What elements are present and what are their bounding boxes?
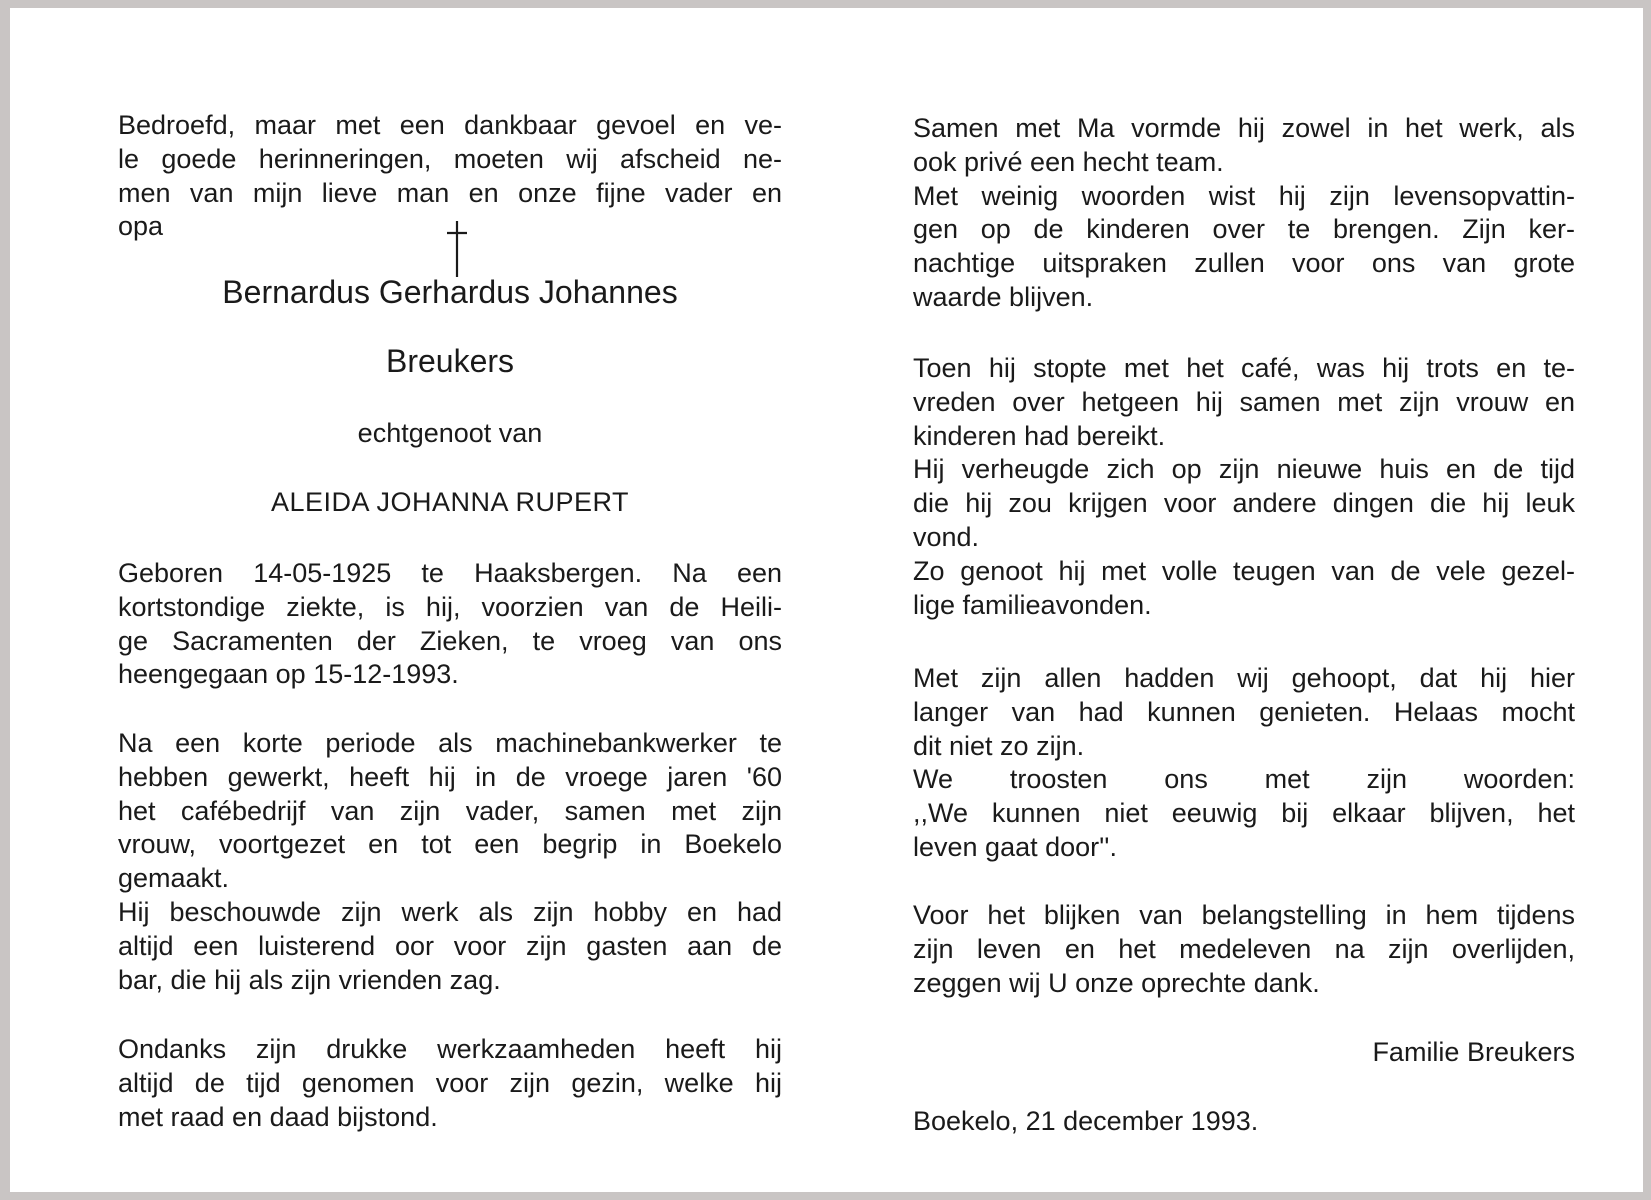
- text-line: die hij zou krijgen voor andere dingen die hij leuk: [913, 488, 1575, 519]
- text-line: zijn leven en het medeleven na zijn overlijden,: [913, 933, 1575, 964]
- text-line: ook privé een hecht team.: [913, 146, 1224, 177]
- text-line: langer van had kunnen genieten. Helaas mocht: [913, 696, 1575, 727]
- thanks-paragraph: [913, 899, 1575, 1000]
- family-paragraph: [118, 1033, 782, 1134]
- hope-lines: [913, 662, 1575, 763]
- text-line: gen op de kinderen over te brengen. Zijn ker-: [913, 214, 1575, 245]
- quote-lines: [913, 763, 1575, 864]
- text-line: altijd de tijd genomen voor zijn gezin, welke hij: [118, 1067, 782, 1098]
- text-line: gemaakt.: [118, 863, 230, 894]
- text-line: dit niet zo zijn.: [913, 730, 1085, 761]
- text-line: ,,We kunnen niet eeuwig bij elkaar blijven, het: [913, 798, 1575, 829]
- career-lines: [118, 727, 782, 896]
- team-lines: [913, 112, 1575, 180]
- career-paragraph: [118, 727, 782, 997]
- hope-paragraph: [913, 662, 1575, 865]
- signature: Familie Breukers: [1372, 1037, 1575, 1067]
- deceased-surname: Breukers: [385, 343, 515, 379]
- text-line: leven gaat door''.: [913, 831, 1117, 862]
- text-line: Voor het blijken van belangstelling in hem tijdens: [913, 900, 1575, 930]
- cross-icon: [444, 221, 470, 277]
- text-line: men van mijn lieve man en onze fijne vader en: [118, 177, 782, 208]
- text-line: le goede herinneringen, moeten wij afscheid ne-: [118, 143, 782, 174]
- words-lines: [913, 180, 1575, 315]
- text-line: altijd een luisterend oor voor zijn gasten aan de: [118, 930, 782, 961]
- text-line: met raad en daad bijstond.: [118, 1101, 438, 1132]
- retirement-paragraph: [913, 352, 1575, 622]
- text-line: vrouw, voortgezet en tot een begrip in Boekelo: [118, 829, 782, 860]
- text-line: kinderen had bereikt.: [913, 420, 1166, 451]
- text-line: hebben gewerkt, heeft hij in de vroege jaren '60: [118, 761, 782, 792]
- text-line: Hij beschouwde zijn werk als zijn hobby en had: [118, 896, 782, 927]
- text-line: We troosten ons met zijn woorden:: [913, 764, 1575, 795]
- text-line: waarde blijven.: [913, 281, 1094, 312]
- text-line: het cafébedrijf van zijn vader, samen met zijn: [118, 795, 782, 826]
- text-line: Bedroefd, maar met een dankbaar gevoel en ve-: [118, 110, 782, 140]
- text-line: heengegaan op 15-12-1993.: [118, 659, 459, 690]
- birth-death-paragraph: [118, 557, 782, 692]
- text-line: Geboren 14-05-1925 te Haaksbergen. Na een: [118, 558, 782, 588]
- text-line: Zo genoot hij met volle teugen van de vele gezel-: [913, 555, 1575, 586]
- text-line: Hij verheugde zich op zijn nieuwe huis en de tijd: [913, 454, 1575, 485]
- cafe-lines: [913, 352, 1575, 453]
- text-line: Na een korte periode als machinebankwerker te: [118, 728, 782, 758]
- text-line: zeggen wij U onze oprechte dank.: [913, 967, 1320, 998]
- text-line: opa: [118, 211, 164, 242]
- text-line: Samen met Ma vormde hij zowel in het werk, als: [913, 113, 1575, 143]
- text-line: bar, die hij als zijn vrienden zag.: [118, 964, 501, 995]
- text-line: Met weinig woorden wist hij zijn levensopvattin-: [913, 180, 1575, 211]
- memorial-card: [10, 8, 1643, 1192]
- text-line: Ondanks zijn drukke werkzaamheden heeft hij: [118, 1034, 782, 1064]
- text-line: vreden over hetgeen hij samen met zijn vrouw en: [913, 386, 1575, 417]
- hobby-lines: [118, 896, 782, 997]
- house-lines: [913, 453, 1575, 554]
- spouse-name: ALEIDA JOHANNA RUPERT: [270, 487, 630, 517]
- text-line: vond.: [913, 521, 980, 552]
- character-paragraph: [913, 112, 1575, 315]
- deceased-name: Bernardus Gerhardus Johannes: [222, 274, 678, 310]
- text-line: Toen hij stopte met het café, was hij trots en te-: [913, 353, 1575, 383]
- text-line: Met zijn allen hadden wij gehoopt, dat hij hier: [913, 663, 1575, 693]
- text-line: nachtige uitspraken zullen voor ons van grote: [913, 248, 1575, 279]
- text-line: kortstondige ziekte, is hij, voorzien van de Heili-: [118, 591, 782, 622]
- place-date: Boekelo, 21 december 1993.: [913, 1106, 1259, 1136]
- spouse-label: echtgenoot van: [357, 418, 543, 448]
- text-line: ge Sacramenten der Zieken, te vroeg van ons: [118, 625, 782, 656]
- text-line: lige familieavonden.: [913, 589, 1152, 620]
- evenings-lines: [913, 555, 1575, 623]
